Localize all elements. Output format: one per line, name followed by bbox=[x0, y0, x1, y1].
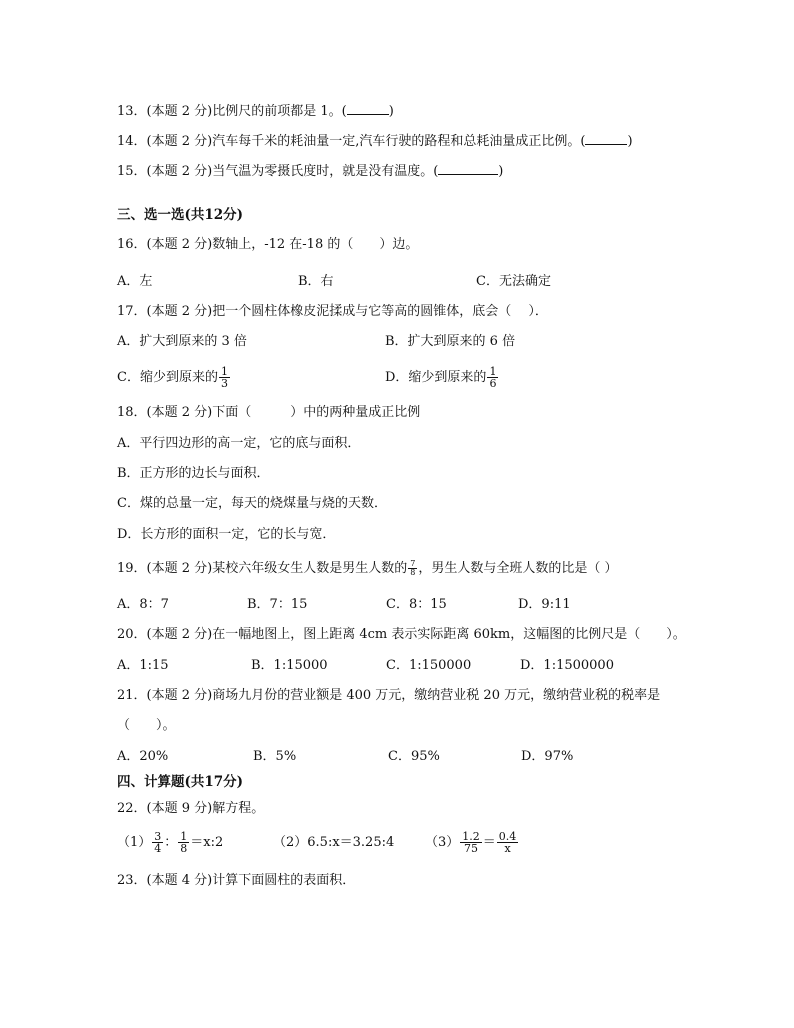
question-14-text: 14．(本题 2 分)汽车每千米的耗油量一定,汽车行驶的路程和总耗油量成正比例。( bbox=[117, 134, 586, 149]
question-23: 23．(本题 4 分)计算下面圆柱的表面积． bbox=[117, 873, 356, 888]
q20-option-b[interactable]: B．1:15000 bbox=[251, 658, 328, 673]
section-3-title: 三、选一选(共12分) bbox=[117, 207, 244, 223]
q16-option-b[interactable]: B．右 bbox=[298, 274, 334, 289]
answer-blank-15[interactable] bbox=[438, 161, 498, 175]
fraction: $\frac{7}{8}$ bbox=[410, 559, 416, 577]
question-22: 22．(本题 9 分)解方程。 bbox=[117, 801, 265, 816]
question-15: 15．(本题 2 分)当气温为零摄氏度时，就是没有温度。( ) bbox=[117, 161, 503, 181]
fraction: $\frac{1.2}{75}$ bbox=[462, 830, 480, 855]
q20-option-c[interactable]: C．1:150000 bbox=[386, 658, 472, 673]
question-20: 20．(本题 2 分)在一幅地图上，图上距离 4cm 表示实际距离 60km，这幅图的比例尺是（ ）。 bbox=[117, 627, 686, 642]
question-21: 21．(本题 2 分)商场九月份的营业额是 400 万元，缴纳营业税 20 万元，缴纳营业税的税率是 bbox=[117, 688, 661, 703]
fraction: $\frac{0.4}{x}$ bbox=[498, 830, 517, 855]
q16-option-a[interactable]: A．左 bbox=[117, 274, 153, 289]
question-19: 19．(本题 2 分)某校六年级女生人数是男生人数的 $\frac{7}{8}$ ，男生人数与全班人数的比是（ ） bbox=[117, 559, 618, 577]
question-18: 18．(本题 2 分)下面（ ）中的两种量成正比例 bbox=[117, 405, 421, 420]
q20-option-d[interactable]: D．1:1500000 bbox=[520, 658, 614, 673]
q18-option-c[interactable]: C．煤的总量一定，每天的烧煤量与烧的天数． bbox=[117, 496, 387, 511]
equation-2: （2）6.5:x＝3.25:4 bbox=[273, 835, 395, 850]
question-21-cont: （ ）。 bbox=[117, 718, 176, 733]
q17-option-b[interactable]: B．扩大到原来的 6 倍 bbox=[385, 334, 516, 349]
equation-3: （3） $\frac{1.2}{75}$ ＝ $\frac{0.4}{x}$ bbox=[425, 830, 517, 855]
q16-option-c[interactable]: C．无法确定 bbox=[476, 274, 551, 289]
q21-option-a[interactable]: A．20% bbox=[117, 749, 169, 764]
q17-option-d[interactable]: D．缩少到原来的 $\frac{1}{6}$ bbox=[385, 365, 497, 390]
q19-option-a[interactable]: A．8：7 bbox=[117, 597, 169, 612]
answer-blank-14[interactable] bbox=[585, 131, 627, 145]
q17-option-a[interactable]: A．扩大到原来的 3 倍 bbox=[117, 334, 247, 349]
q17-option-c[interactable]: C．缩少到原来的 $\frac{1}{3}$ bbox=[117, 365, 228, 390]
q19-option-c[interactable]: C．8：15 bbox=[386, 597, 447, 612]
question-17: 17．(本题 2 分)把一个圆柱体橡皮泥揉成与它等高的圆锥体，底会（ ）． bbox=[117, 304, 548, 319]
q20-option-a[interactable]: A．1:15 bbox=[117, 658, 169, 673]
fraction: $\frac{1}{8}$ bbox=[180, 830, 188, 855]
question-13: 13．(本题 2 分)比例尺的前项都是 1。( ) bbox=[117, 101, 394, 121]
answer-blank-13[interactable] bbox=[347, 101, 389, 115]
q21-option-b[interactable]: B．5% bbox=[253, 749, 297, 764]
q18-option-d[interactable]: D．长方形的面积一定，它的长与宽． bbox=[117, 527, 336, 542]
q19-option-b[interactable]: B．7：15 bbox=[247, 597, 308, 612]
q19-option-d[interactable]: D．9:11 bbox=[518, 597, 571, 612]
question-13-text: 13．(本题 2 分)比例尺的前项都是 1。( bbox=[117, 104, 347, 119]
fraction: $\frac{1}{6}$ bbox=[489, 365, 497, 390]
equation-1: （1） $\frac{3}{4}$ ： $\frac{1}{8}$ ＝x:2 bbox=[117, 830, 224, 855]
question-14: 14．(本题 2 分)汽车每千米的耗油量一定,汽车行驶的路程和总耗油量成正比例。( ) bbox=[117, 131, 633, 151]
fraction: $\frac{1}{3}$ bbox=[220, 365, 228, 390]
question-16: 16．(本题 2 分)数轴上，-12 在-18 的（ ）边。 bbox=[117, 237, 419, 252]
q21-option-c[interactable]: C．95% bbox=[388, 749, 440, 764]
fraction: $\frac{3}{4}$ bbox=[154, 830, 162, 855]
q18-option-a[interactable]: A．平行四边形的高一定，它的底与面积． bbox=[117, 436, 361, 451]
section-4-title: 四、计算题(共17分) bbox=[117, 774, 244, 790]
q21-option-d[interactable]: D．97% bbox=[521, 749, 574, 764]
q18-option-b[interactable]: B．正方形的边长与面积． bbox=[117, 466, 270, 481]
question-15-text: 15．(本题 2 分)当气温为零摄氏度时，就是没有温度。( bbox=[117, 164, 439, 179]
